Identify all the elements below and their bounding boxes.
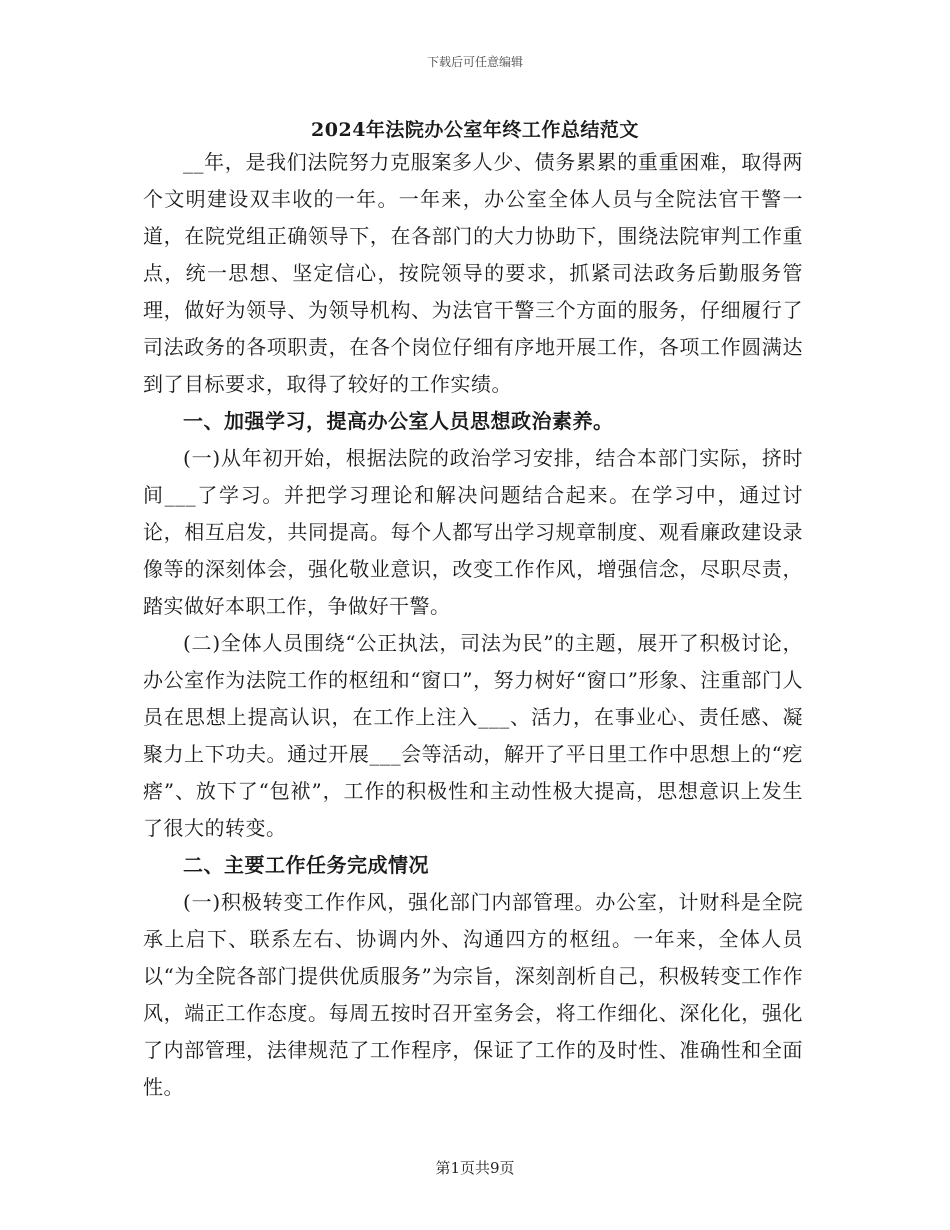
- intro-paragraph: __年，是我们法院努力克服案多人少、债务累累的重重困难，取得两个文明建设双丰收的一年。一年来，办公室全体人员与全院法官干警一道，在院党组正确领导下，在各部门的大力协助下，围绕法院审判工作重点，统一思想、坚定信心，按院领导的要求，抓紧司法政务后勤服务管理，做好为领导、为领导机构、为法官干警三个方面的服务，仔细履行了司法政务的各项职责，在各个岗位仔细有序地开展工作，各项工作圆满达到了目标要求，取得了较好的工作实绩。: [143, 150, 803, 396]
- document-body: [143, 144, 803, 1106]
- section-2-paragraph-1: (一)积极转变工作作风，强化部门内部管理。办公室，计财科是全院承上启下、联系左右、协调内外、沟通四方的枢纽。一年来，全体人员以“为全院各部门提供优质服务”为宗旨，深刻剖析自己，积极转变工作作风，端正工作态度。每周五按时召开室务会，将工作细化、深化化，强化了内部管理，法律规范了工作程序，保证了工作的及时性、准确性和全面性。: [143, 890, 803, 1099]
- page-footer: 第1页共9页: [435, 1159, 515, 1177]
- section-heading-1: 一、加强学习，提高办公室人员思想政治素养。: [183, 409, 614, 433]
- section-heading-2: 二、主要工作任务完成情况: [183, 853, 429, 877]
- section-1-paragraph-1: (一)从年初开始，根据法院的政治学习安排，结合本部门实际，挤时间___了学习。并把学习理论和解决问题结合起来。在学习中，通过讨论，相互启发，共同提高。每个人都写出学习规章制度、观看廉政建设录像等的深刻体会，强化敬业意识，改变工作作风，增强信念，尽职尽责，踏实做好本职工作，争做好干警。: [143, 446, 803, 618]
- header-note: 下载后可任意编辑: [426, 55, 523, 69]
- section-1-paragraph-2: (二)全体人员围绕“公正执法，司法为民”的主题，展开了积极讨论，办公室作为法院工作的枢纽和“窗口”，努力树好“窗口”形象、注重部门人员在思想上提高认识，在工作上注入___、活力，在事业心、责任感、凝聚力上下功夫。通过开展___会等活动，解开了平日里工作中思想上的“疙瘩”、放下了“包袱”，工作的积极性和主动性极大提高，思想意识上发生了很大的转变。: [143, 631, 803, 840]
- page-title: 2024年法院办公室年终工作总结范文: [311, 119, 639, 141]
